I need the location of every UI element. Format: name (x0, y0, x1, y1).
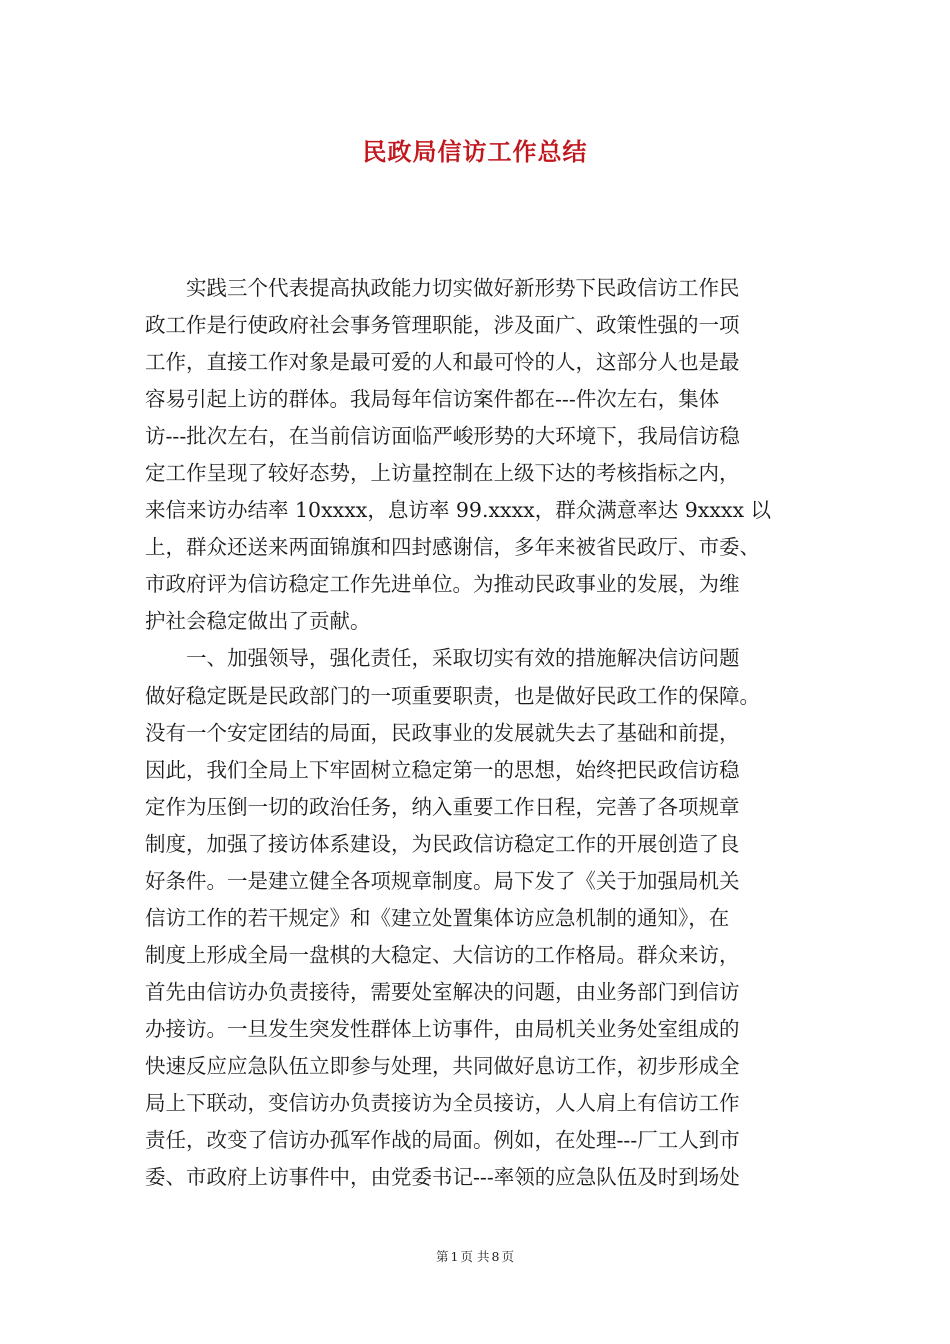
text-line: 首先由信访办负责接待，需要处室解决的问题，由业务部门到信访 (145, 979, 740, 1004)
text-line: 信访工作的若干规定》和《建立处置集体访应急机制的通知》，在 (145, 905, 730, 930)
text-line: 护社会稳定做出了贡献。 (145, 609, 371, 634)
text-line: 制度，加强了接访体系建设，为民政信访稳定工作的开展创造了良 (145, 831, 740, 856)
text-line: 责任，改变了信访办孤军作战的局面。例如，在处理---厂工人到市 (145, 1128, 740, 1153)
footer-prefix: 第 (436, 1249, 449, 1264)
text-line: 政工作是行使政府社会事务管理职能，涉及面广、政策性强的一项 (145, 313, 740, 338)
text-line: 局上下联动，变信访办负责接访为全员接访，人人肩上有信访工作 (145, 1091, 740, 1116)
text-line: 实践三个代表提高执政能力切实做好新形势下民政信访工作民 (145, 276, 740, 300)
text-line: 上，群众还送来两面锦旗和四封感谢信，多年来被省民政厅、市委、 (145, 535, 760, 560)
footer-middle: 页 共 (460, 1249, 490, 1264)
text-line: 没有一个安定团结的局面，民政事业的发展就失去了基础和前提， (145, 720, 740, 745)
text-line: 访---批次左右，在当前信访面临严峻形势的大环境下，我局信访稳 (145, 424, 740, 449)
text-line: 制度上形成全局一盘棋的大稳定、大信访的工作格局。群众来访， (145, 942, 740, 967)
current-page-number: 1 (450, 1249, 459, 1264)
text-line: 快速反应应急队伍立即参与处理，共同做好息访工作，初步形成全 (145, 1053, 740, 1078)
text-line: 定工作呈现了较好态势，上访量控制在上级下达的考核指标之内， (145, 461, 740, 486)
text-line: 做好稳定既是民政部门的一项重要职责，也是做好民政工作的保障。 (145, 683, 760, 708)
text-line: 来信来访办结率 10xxxx，息访率 99.xxxx，群众满意率达 9xxxx 以 (145, 498, 772, 523)
text-line: 委、市政府上访事件中，由党委书记---率领的应急队伍及时到场处 (145, 1165, 740, 1190)
page-footer (0, 1247, 950, 1265)
text-line: 容易引起上访的群体。我局每年信访案件都在---件次左右，集体 (145, 387, 720, 412)
total-pages-number: 8 (491, 1249, 500, 1264)
text-line: 好条件。一是建立健全各项规章制度。局下发了《关于加强局机关 (145, 868, 740, 893)
document-body (145, 270, 813, 1196)
text-line: 定作为压倒一切的政治任务，纳入重要工作日程，完善了各项规章 (145, 794, 740, 819)
footer-suffix: 页 (501, 1249, 514, 1264)
document-title: 民政局信访工作总结 (362, 137, 588, 166)
text-line: 因此，我们全局上下牢固树立稳定第一的思想，始终把民政信访稳 (145, 757, 740, 782)
section-heading-line: 一、加强领导，强化责任，采取切实有效的措施解决信访问题 (145, 646, 740, 671)
text-line: 市政府评为信访稳定工作先进单位。为推动民政事业的发展，为维 (145, 572, 740, 597)
text-line: 工作，直接工作对象是最可爱的人和最可怜的人，这部分人也是最 (145, 350, 740, 375)
text-line: 办接访。一旦发生突发性群体上访事件，由局机关业务处室组成的 (145, 1016, 740, 1041)
